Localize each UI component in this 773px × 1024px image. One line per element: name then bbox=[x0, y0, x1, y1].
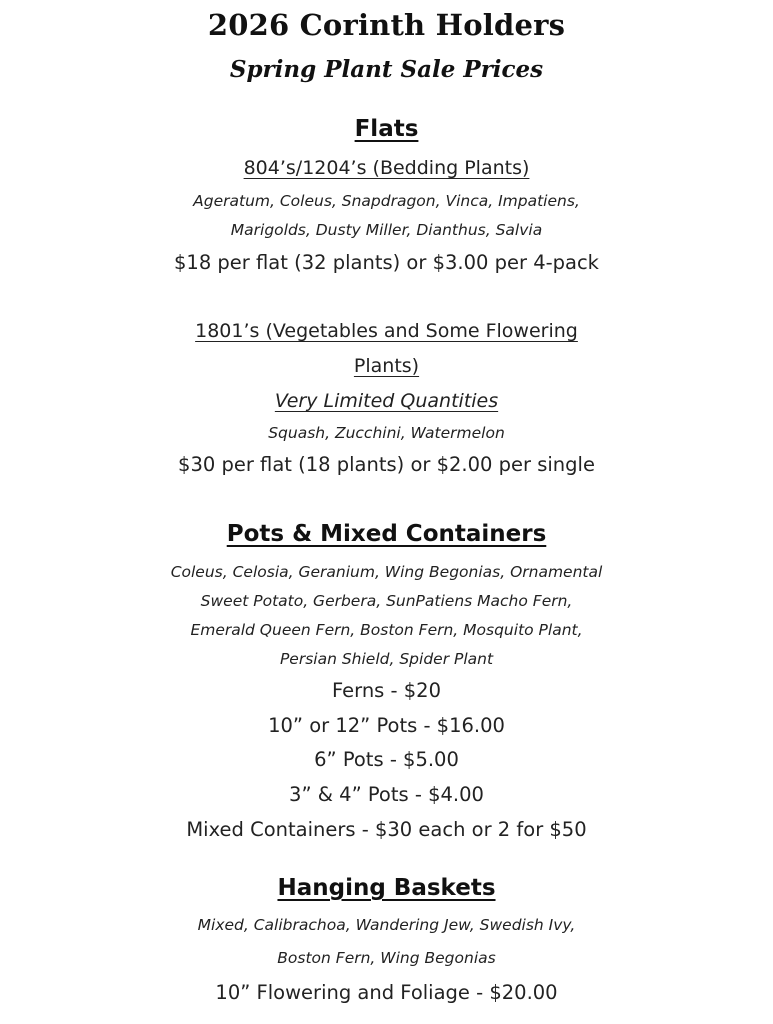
flats-group1-price: $18 per flat (32 plants) or $3.00 per 4-pack bbox=[174, 251, 599, 274]
baskets-price: 10” Flowering and Foliage - $20.00 bbox=[215, 981, 558, 1004]
baskets-plants-line2: Boston Fern, Wing Begonias bbox=[277, 949, 496, 967]
pots-price-6-inch: 6” Pots - $5.00 bbox=[314, 748, 459, 771]
flats-group1-label: 804’s/1204’s (Bedding Plants) bbox=[243, 157, 530, 179]
pots-plants-line1: Coleus, Celosia, Geranium, Wing Begonias, Ornamental bbox=[170, 563, 603, 581]
pots-price-10-12-inch: 10” or 12” Pots - $16.00 bbox=[268, 714, 505, 737]
section-heading-baskets: Hanging Baskets bbox=[277, 875, 496, 901]
flats-group2-label-line1: 1801’s (Vegetables and Some Flowering bbox=[195, 320, 578, 342]
pots-plants-line4: Persian Shield, Spider Plant bbox=[279, 650, 494, 668]
pots-plants-line3: Emerald Queen Fern, Boston Fern, Mosquito Plant, bbox=[190, 621, 583, 639]
flats-group1-plants-line1: Ageratum, Coleus, Snapdragon, Vinca, Impatiens, bbox=[193, 192, 580, 210]
page-title: 2026 Corinth Holders bbox=[207, 8, 566, 42]
pots-price-mixed-containers: Mixed Containers - $30 each or 2 for $50 bbox=[186, 818, 587, 841]
flats-group2-price: $30 per flat (18 plants) or $2.00 per single bbox=[178, 453, 595, 476]
flats-group2-plants: Squash, Zucchini, Watermelon bbox=[268, 424, 505, 442]
pots-plants-line2: Sweet Potato, Gerbera, SunPatiens Macho Fern, bbox=[200, 592, 573, 610]
baskets-plants-line1: Mixed, Calibrachoa, Wandering Jew, Swedish Ivy, bbox=[197, 916, 576, 934]
page-subtitle: Spring Plant Sale Prices bbox=[229, 56, 544, 83]
flats-group1-plants-line2: Marigolds, Dusty Miller, Dianthus, Salvia bbox=[230, 221, 543, 239]
pots-price-3-4-inch: 3” & 4” Pots - $4.00 bbox=[289, 783, 484, 806]
section-heading-flats: Flats bbox=[354, 116, 419, 142]
flats-group2-label-line2: Plants) bbox=[353, 355, 420, 377]
flats-group2-note: Very Limited Quantities bbox=[274, 390, 499, 412]
section-heading-pots: Pots & Mixed Containers bbox=[226, 521, 547, 547]
pots-price-ferns: Ferns - $20 bbox=[332, 679, 441, 702]
